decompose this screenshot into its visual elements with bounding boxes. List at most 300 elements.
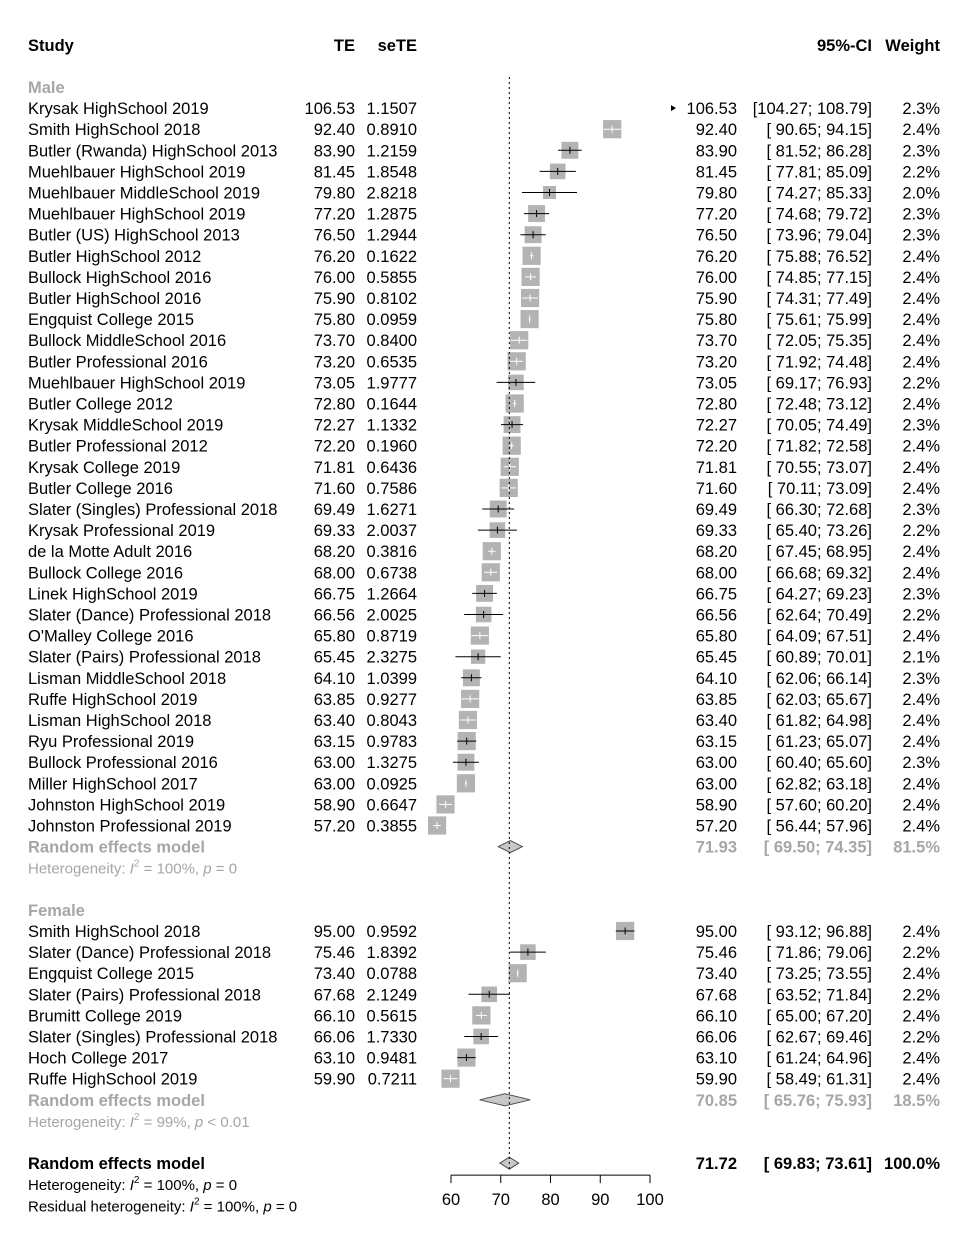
pooled-ci: [ 69.50; 74.35] — [763, 838, 872, 857]
sete-value: 0.6436 — [366, 458, 417, 477]
estimate-label: 63.15 — [695, 733, 737, 752]
i2-value: = 100%, — [139, 1177, 204, 1195]
estimate-label: 63.00 — [695, 775, 737, 794]
ci-label: [ 71.86; 79.06] — [766, 944, 872, 963]
estimate-label: 69.33 — [695, 522, 737, 541]
study-name: Muehlbauer HighSchool 2019 — [28, 374, 246, 393]
group-heterogeneity — [28, 859, 237, 878]
te-value: 63.15 — [313, 733, 355, 752]
group-label: Female — [28, 901, 85, 920]
study-name: Muehlbauer HighSchool 2019 — [28, 205, 246, 224]
i2-value: = 99%, — [139, 1113, 195, 1131]
p-symbol: p — [203, 1177, 212, 1195]
overall-weight: 100.0% — [884, 1155, 940, 1174]
ci-label: [ 73.96; 79.04] — [766, 226, 872, 245]
estimate-label: 76.00 — [695, 268, 737, 287]
study-name: Lisman MiddleSchool 2018 — [28, 669, 227, 688]
te-value: 76.50 — [313, 226, 355, 245]
estimate-label: 73.70 — [695, 332, 737, 351]
study-name: Krysak College 2019 — [28, 458, 181, 477]
ci-label: [ 60.40; 65.60] — [766, 754, 872, 773]
te-value: 106.53 — [304, 100, 355, 119]
estimate-label: 65.45 — [695, 648, 737, 667]
pooled-ci: [ 65.76; 75.93] — [763, 1091, 872, 1110]
te-value: 79.80 — [313, 184, 355, 203]
i2-value: = 100%, — [139, 860, 204, 878]
sete-value: 1.1507 — [366, 100, 417, 119]
weight-label: 2.2% — [902, 986, 940, 1005]
te-value: 76.20 — [313, 247, 355, 266]
header-sete: seTE — [377, 37, 417, 55]
estimate-label: 77.20 — [695, 205, 737, 224]
header-te: TE — [333, 37, 355, 55]
estimate-label: 67.68 — [695, 986, 737, 1005]
pooled-estimate: 71.93 — [695, 838, 737, 857]
study-name: Engquist College 2015 — [28, 965, 195, 984]
estimate-label: 66.56 — [695, 606, 737, 625]
sete-value: 2.3275 — [366, 648, 417, 667]
sete-value: 0.3855 — [366, 817, 417, 836]
ci-label: [ 63.52; 71.84] — [766, 986, 872, 1005]
ci-label: [ 56.44; 57.96] — [766, 817, 872, 836]
ci-label: [ 60.89; 70.01] — [766, 648, 872, 667]
estimate-label: 59.90 — [695, 1070, 737, 1089]
ci-label: [104.27; 108.79] — [752, 100, 872, 119]
study-name: Butler (US) HighSchool 2013 — [28, 226, 240, 245]
te-value: 76.00 — [313, 268, 355, 287]
pooled-diamond — [498, 841, 522, 853]
heterogeneity-prefix: Residual heterogeneity: — [28, 1198, 190, 1216]
estimate-label: 57.20 — [695, 817, 737, 836]
weight-label: 2.4% — [902, 817, 940, 836]
sete-value: 0.3816 — [366, 543, 417, 562]
ci-label: [ 71.92; 74.48] — [766, 353, 872, 372]
header-study: Study — [28, 37, 74, 55]
weight-label: 2.3% — [902, 501, 940, 519]
ci-label: [ 70.55; 73.07] — [766, 458, 872, 477]
study-name: Bullock Professional 2016 — [28, 754, 218, 773]
i2-superscript: 2 — [133, 1175, 140, 1187]
ci-label: [ 66.30; 72.68] — [766, 501, 872, 519]
sete-value: 0.9783 — [366, 733, 417, 752]
pooled-label: Random effects model — [28, 1091, 205, 1110]
weight-label: 2.4% — [902, 1049, 940, 1068]
te-value: 71.81 — [313, 458, 355, 477]
overall-estimate: 71.72 — [695, 1155, 737, 1174]
ci-label: [ 65.00; 67.20] — [766, 1007, 872, 1026]
study-name: Ryu Professional 2019 — [28, 733, 195, 752]
estimate-label: 68.00 — [695, 564, 737, 583]
te-value: 92.40 — [313, 121, 355, 140]
weight-label: 2.4% — [902, 332, 940, 351]
study-name: Krysak MiddleSchool 2019 — [28, 416, 224, 435]
study-name: Brumitt College 2019 — [28, 1007, 183, 1026]
te-value: 66.56 — [313, 606, 355, 625]
sete-value: 0.8719 — [366, 627, 417, 646]
sete-value: 0.6647 — [366, 796, 417, 815]
te-value: 71.60 — [313, 479, 355, 498]
sete-value: 0.1960 — [366, 437, 417, 456]
sete-value: 2.0037 — [366, 522, 417, 541]
sete-value: 1.3275 — [366, 754, 417, 773]
estimate-label: 95.00 — [695, 923, 737, 941]
i2-superscript: 2 — [133, 858, 140, 870]
study-name: Krysak Professional 2019 — [28, 522, 216, 541]
te-value: 65.80 — [313, 627, 355, 646]
estimate-label: 75.80 — [695, 311, 737, 330]
i2-symbol: I — [129, 1113, 134, 1131]
sete-value: 1.1332 — [366, 416, 417, 435]
estimate-label: 75.90 — [695, 290, 737, 308]
study-name: Slater (Dance) Professional 2018 — [28, 944, 272, 963]
study-name: Slater (Singles) Professional 2018 — [28, 1028, 278, 1047]
sete-value: 2.0025 — [366, 606, 417, 625]
te-value: 73.40 — [313, 965, 355, 984]
weight-label: 2.4% — [902, 247, 940, 266]
study-name: Butler HighSchool 2016 — [28, 290, 202, 308]
study-name: Lisman HighSchool 2018 — [28, 712, 212, 730]
sete-value: 1.8392 — [366, 944, 417, 963]
weight-label: 2.4% — [902, 311, 940, 330]
study-name: Smith HighSchool 2018 — [28, 121, 201, 140]
ci-label: [ 64.27; 69.23] — [766, 585, 872, 604]
study-name: Miller HighSchool 2017 — [28, 775, 198, 794]
p-symbol: p — [263, 1198, 272, 1216]
sete-value: 1.2159 — [366, 142, 417, 161]
estimate-label: 106.53 — [686, 100, 737, 119]
estimate-label: 83.90 — [695, 142, 737, 161]
weight-label: 2.3% — [902, 142, 940, 161]
ci-label: [ 61.23; 65.07] — [766, 733, 872, 752]
offscale-arrow-icon — [671, 105, 676, 111]
sete-value: 1.2664 — [366, 585, 417, 604]
te-value: 77.20 — [313, 205, 355, 224]
ci-label: [ 62.64; 70.49] — [766, 606, 872, 625]
sete-value: 1.8548 — [366, 163, 417, 182]
header-ci: 95%-CI — [816, 37, 872, 55]
ci-label: [ 64.09; 67.51] — [766, 627, 872, 646]
te-value: 63.40 — [313, 712, 355, 730]
weight-label: 2.4% — [902, 775, 940, 794]
weight-label: 2.2% — [902, 522, 940, 541]
heterogeneity-prefix: Heterogeneity: — [28, 1113, 130, 1131]
x-tick-label: 60 — [441, 1191, 461, 1210]
sete-value: 0.8043 — [366, 712, 417, 730]
te-value: 72.27 — [313, 416, 355, 435]
ci-label: [ 58.49; 61.31] — [766, 1070, 872, 1089]
te-value: 73.20 — [313, 353, 355, 372]
sete-value: 1.7330 — [366, 1028, 417, 1047]
te-value: 72.80 — [313, 395, 355, 414]
estimate-label: 79.80 — [695, 184, 737, 203]
weight-label: 2.1% — [902, 648, 940, 667]
sete-value: 0.5855 — [366, 268, 417, 287]
p-symbol: p — [203, 860, 212, 878]
ci-label: [ 74.27; 85.33] — [766, 184, 872, 203]
weight-label: 2.4% — [902, 543, 940, 562]
study-name: Butler HighSchool 2012 — [28, 247, 202, 266]
study-name: O'Malley College 2016 — [28, 627, 194, 646]
estimate-label: 66.10 — [695, 1007, 737, 1026]
ci-label: [ 62.82; 63.18] — [766, 775, 872, 794]
estimate-label: 71.81 — [695, 458, 737, 477]
sete-value: 0.9277 — [366, 690, 417, 709]
p-value: = 0 — [211, 860, 238, 878]
p-value: < 0.01 — [203, 1113, 250, 1131]
weight-label: 2.4% — [902, 712, 940, 730]
te-value: 66.06 — [313, 1028, 355, 1047]
p-symbol: p — [194, 1113, 204, 1131]
te-value: 95.00 — [313, 923, 355, 941]
weight-label: 2.2% — [902, 944, 940, 963]
residual-heterogeneity — [28, 1196, 297, 1215]
estimate-label: 73.20 — [695, 353, 737, 372]
te-value: 63.00 — [313, 754, 355, 773]
estimate-label: 76.50 — [695, 226, 737, 245]
ci-label: [ 81.52; 86.28] — [766, 142, 872, 161]
study-name: Ruffe HighSchool 2019 — [28, 1070, 198, 1089]
sete-value: 0.7586 — [366, 479, 417, 498]
te-value: 68.00 — [313, 564, 355, 583]
pooled-diamond — [480, 1094, 531, 1106]
weight-label: 2.4% — [902, 268, 940, 287]
te-value: 58.90 — [313, 796, 355, 815]
weight-label: 2.4% — [902, 353, 940, 372]
study-name: Bullock HighSchool 2016 — [28, 268, 212, 287]
study-name: Krysak HighSchool 2019 — [28, 100, 209, 119]
te-value: 65.45 — [313, 648, 355, 667]
ci-label: [ 74.68; 79.72] — [766, 205, 872, 224]
estimate-label: 66.06 — [695, 1028, 737, 1047]
estimate-label: 81.45 — [695, 163, 737, 182]
study-name: Butler (Rwanda) HighSchool 2013 — [28, 142, 278, 161]
study-name: Slater (Pairs) Professional 2018 — [28, 986, 261, 1005]
study-name: Butler Professional 2016 — [28, 353, 208, 372]
study-name: Bullock College 2016 — [28, 564, 184, 583]
sete-value: 1.2875 — [366, 205, 417, 224]
sete-value: 2.1249 — [366, 986, 417, 1005]
te-value: 69.49 — [313, 501, 355, 519]
header-weight: Weight — [885, 37, 940, 55]
sete-value: 1.9777 — [366, 374, 417, 393]
weight-label: 2.4% — [902, 395, 940, 414]
estimate-label: 69.49 — [695, 501, 737, 519]
ci-label: [ 62.06; 66.14] — [766, 669, 872, 688]
estimate-label: 71.60 — [695, 479, 737, 498]
sete-value: 0.1644 — [366, 395, 417, 414]
weight-label: 2.4% — [902, 733, 940, 752]
weight-label: 2.4% — [902, 690, 940, 709]
weight-label: 2.4% — [902, 564, 940, 583]
ci-label: [ 75.88; 76.52] — [766, 247, 872, 266]
study-name: Muehlbauer MiddleSchool 2019 — [28, 184, 261, 203]
weight-label: 2.3% — [902, 669, 940, 688]
study-name: Ruffe HighSchool 2019 — [28, 690, 198, 709]
study-name: Butler Professional 2012 — [28, 437, 208, 456]
estimate-label: 65.80 — [695, 627, 737, 646]
estimate-label: 72.20 — [695, 437, 737, 456]
study-name: Linek HighSchool 2019 — [28, 585, 198, 604]
sete-value: 0.6535 — [366, 353, 417, 372]
x-tick-label: 90 — [591, 1191, 610, 1210]
study-name: Slater (Pairs) Professional 2018 — [28, 648, 261, 667]
ci-label: [ 74.85; 77.15] — [766, 268, 872, 287]
x-tick-label: 100 — [636, 1191, 664, 1210]
sete-value: 1.2944 — [366, 226, 417, 245]
ci-label: [ 66.68; 69.32] — [766, 564, 872, 583]
te-value: 75.80 — [313, 311, 355, 330]
ci-label: [ 62.67; 69.46] — [766, 1028, 872, 1047]
weight-label: 2.3% — [902, 754, 940, 773]
ci-label: [ 65.40; 73.26] — [766, 522, 872, 541]
te-value: 57.20 — [313, 817, 355, 836]
weight-label: 2.3% — [902, 226, 940, 245]
pooled-estimate: 70.85 — [695, 1091, 737, 1110]
i2-symbol: I — [129, 860, 134, 878]
te-value: 64.10 — [313, 669, 355, 688]
te-value: 75.90 — [313, 290, 355, 308]
te-value: 72.20 — [313, 437, 355, 456]
te-value: 83.90 — [313, 142, 355, 161]
estimate-label: 75.46 — [695, 944, 737, 963]
estimate-label: 63.85 — [695, 690, 737, 709]
sete-value: 0.1622 — [366, 247, 417, 266]
study-name: Bullock MiddleSchool 2016 — [28, 332, 227, 351]
sete-value: 0.0925 — [366, 775, 417, 794]
study-name: de la Motte Adult 2016 — [28, 543, 193, 562]
te-value: 63.85 — [313, 690, 355, 709]
te-value: 66.10 — [313, 1007, 355, 1026]
x-tick-label: 70 — [491, 1191, 510, 1210]
ci-label: [ 61.82; 64.98] — [766, 712, 872, 730]
sete-value: 0.5615 — [366, 1007, 417, 1026]
weight-label: 2.3% — [902, 205, 940, 224]
pooled-weight: 18.5% — [893, 1091, 940, 1110]
te-value: 81.45 — [313, 163, 355, 182]
te-value: 73.05 — [313, 374, 355, 393]
study-name: Johnston HighSchool 2019 — [28, 796, 226, 815]
study-name: Butler College 2012 — [28, 395, 173, 414]
te-value: 75.46 — [313, 944, 355, 963]
te-value: 69.33 — [313, 522, 355, 541]
ci-label: [ 70.05; 74.49] — [766, 416, 872, 435]
overall-heterogeneity — [28, 1175, 237, 1194]
sete-value: 0.6738 — [366, 564, 417, 583]
estimate-label: 76.20 — [695, 247, 737, 266]
group-heterogeneity — [28, 1112, 250, 1131]
weight-label: 2.4% — [902, 627, 940, 646]
ci-label: [ 62.03; 65.67] — [766, 690, 872, 709]
weight-label: 2.4% — [902, 796, 940, 815]
p-value: = 0 — [271, 1198, 298, 1216]
te-value: 73.70 — [313, 332, 355, 351]
te-value: 63.00 — [313, 775, 355, 794]
ci-label: [ 72.48; 73.12] — [766, 395, 872, 414]
study-name: Butler College 2016 — [28, 479, 173, 498]
ci-label: [ 75.61; 75.99] — [766, 311, 872, 330]
x-tick-label: 80 — [541, 1191, 560, 1210]
estimate-label: 72.80 — [695, 395, 737, 414]
te-value: 68.20 — [313, 543, 355, 562]
sete-value: 2.8218 — [366, 184, 417, 203]
overall-ci: [ 69.83; 73.61] — [763, 1155, 872, 1174]
ci-label: [ 74.31; 77.49] — [766, 290, 872, 308]
weight-label: 2.4% — [902, 923, 940, 941]
te-value: 67.68 — [313, 986, 355, 1005]
ci-label: [ 67.45; 68.95] — [766, 543, 872, 562]
weight-label: 2.4% — [902, 437, 940, 456]
heterogeneity-prefix: Heterogeneity: — [28, 1177, 130, 1195]
weight-label: 2.3% — [902, 100, 940, 119]
study-name: Slater (Dance) Professional 2018 — [28, 606, 272, 625]
ci-label: [ 72.05; 75.35] — [766, 332, 872, 351]
ci-label: [ 57.60; 60.20] — [766, 796, 872, 815]
study-name: Muehlbauer HighSchool 2019 — [28, 163, 246, 182]
weight-label: 2.4% — [902, 1070, 940, 1089]
sete-value: 1.0399 — [366, 669, 417, 688]
ci-label: [ 93.12; 96.88] — [766, 923, 872, 941]
study-name: Smith HighSchool 2018 — [28, 923, 201, 941]
ci-label: [ 70.11; 73.09] — [767, 479, 872, 498]
i2-superscript: 2 — [193, 1196, 200, 1208]
sete-value: 0.8910 — [366, 121, 417, 140]
weight-label: 2.2% — [902, 374, 940, 393]
pooled-label: Random effects model — [28, 838, 205, 857]
weight-label: 2.3% — [902, 585, 940, 604]
ci-label: [ 90.65; 94.15] — [766, 121, 872, 140]
weight-label: 2.0% — [902, 184, 940, 203]
te-value: 63.10 — [313, 1049, 355, 1068]
estimate-label: 58.90 — [695, 796, 737, 815]
overall-label: Random effects model — [28, 1155, 205, 1174]
estimate-label: 72.27 — [695, 416, 737, 435]
estimate-label: 63.10 — [695, 1049, 737, 1068]
i2-symbol: I — [189, 1198, 194, 1216]
ci-label: [ 73.25; 73.55] — [766, 965, 872, 984]
p-value: = 0 — [211, 1177, 238, 1195]
weight-label: 2.4% — [902, 458, 940, 477]
weight-label: 2.4% — [902, 965, 940, 984]
estimate-label: 64.10 — [695, 669, 737, 688]
i2-superscript: 2 — [133, 1111, 140, 1123]
estimate-label: 63.40 — [695, 712, 737, 730]
weight-label: 2.3% — [902, 416, 940, 435]
estimate-label: 73.40 — [695, 965, 737, 984]
ci-label: [ 77.81; 85.09] — [766, 163, 872, 182]
group-label: Male — [28, 79, 65, 97]
sete-value: 0.0788 — [366, 965, 417, 984]
ci-label: [ 69.17; 76.93] — [766, 374, 872, 393]
estimate-label: 73.05 — [695, 374, 737, 393]
ci-label: [ 61.24; 64.96] — [766, 1049, 872, 1068]
weight-label: 2.4% — [902, 121, 940, 140]
study-name: Johnston Professional 2019 — [28, 817, 232, 836]
study-name: Engquist College 2015 — [28, 311, 195, 330]
estimate-label: 92.40 — [695, 121, 737, 140]
weight-label: 2.4% — [902, 479, 940, 498]
study-name: Hoch College 2017 — [28, 1049, 169, 1068]
weight-label: 2.2% — [902, 606, 940, 625]
sete-value: 1.6271 — [366, 501, 417, 519]
sete-value: 0.7211 — [367, 1070, 417, 1089]
te-value: 66.75 — [313, 585, 355, 604]
weight-label: 2.2% — [902, 1028, 940, 1047]
weight-label: 2.2% — [902, 163, 940, 182]
sete-value: 0.9481 — [366, 1049, 417, 1068]
weight-label: 2.4% — [902, 290, 940, 308]
sete-value: 0.8102 — [366, 290, 417, 308]
study-name: Slater (Singles) Professional 2018 — [28, 501, 278, 519]
